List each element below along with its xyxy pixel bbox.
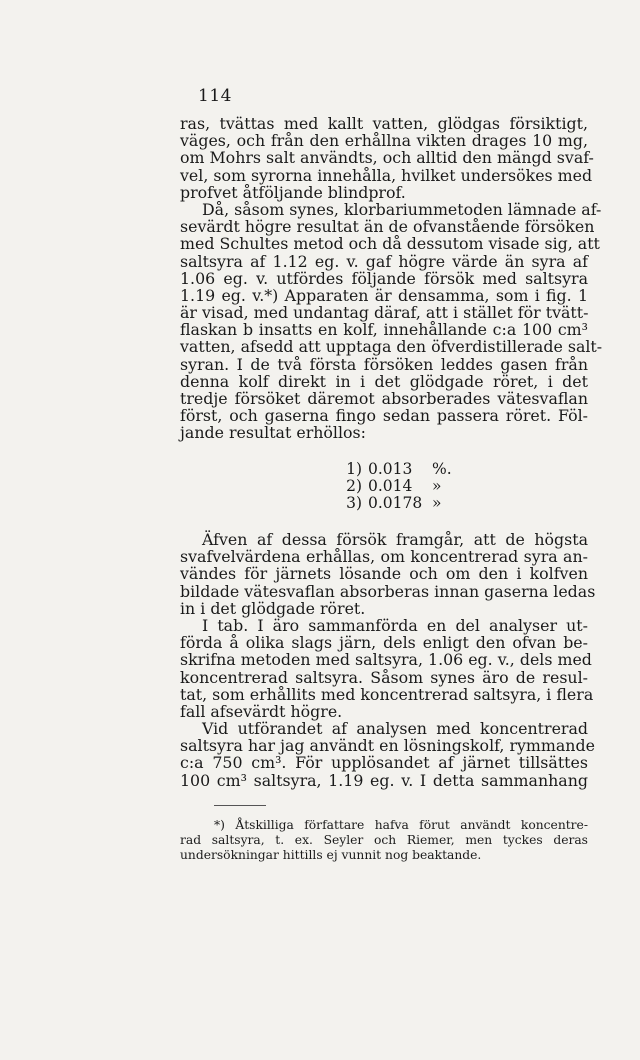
footnote-line: rad saltsyra, t. ex. Seyler och Riemer, men tyckes deras xyxy=(180,833,588,847)
result-unit: » xyxy=(432,494,442,512)
result-value: 0.014 xyxy=(368,477,413,495)
text-line: koncentrerad saltsyra. Såsom synes äro de resul- xyxy=(180,667,588,687)
text-line: bildade vätesvaflan absorberas innan gaserna ledas xyxy=(180,581,596,601)
result-unit: %. xyxy=(432,460,452,478)
text-line: är visad, med undantag däraf, att i stället för tvätt- xyxy=(180,303,589,323)
footnote-line: undersökningar hittills ej vunnit nog beaktande. xyxy=(180,848,482,862)
results-list xyxy=(332,461,492,512)
footnote xyxy=(180,818,588,863)
text-line: vatten, afsedd att upptaga den öfverdistillerade salt- xyxy=(180,337,603,357)
text-line: c:a 750 cm³. För upplösandet af järnet tillsättes xyxy=(180,753,588,773)
text-line: förda å olika slags järn, dels enligt den ofvan be- xyxy=(180,633,588,653)
result-label: 3) xyxy=(346,494,362,512)
result-label: 2) xyxy=(346,477,362,495)
result-row xyxy=(332,495,492,512)
text-line: väges, och från den erhållna vikten drages 10 mg, xyxy=(180,131,588,151)
text-line: svafvelvärdena erhållas, om koncentrerad syra an- xyxy=(180,547,588,567)
text-line: vändes för järnets lösande och om den i kolfven xyxy=(180,564,588,584)
text-line: först, och gaserna fingo sedan passera röret. Föl- xyxy=(180,406,588,426)
text-line: vel, som syrorna innehålla, hvilket undersökes med xyxy=(180,165,593,185)
footnote-divider xyxy=(214,805,266,806)
text-line: I tab. I äro sammanförda en del analyser ut- xyxy=(202,615,588,635)
text-line: sevärdt högre resultat än de ofvanstående försöken xyxy=(180,217,595,237)
result-unit: » xyxy=(432,477,442,495)
paragraph-1 xyxy=(180,114,594,202)
result-row xyxy=(332,478,492,495)
result-value: 0.0178 xyxy=(368,494,423,512)
text-line: ras, tvättas med kallt vatten, glödgas försiktigt, xyxy=(180,114,588,133)
paragraph-4 xyxy=(180,615,594,721)
paragraph-5 xyxy=(180,719,595,790)
text-line: med Schultes metod och då dessutom visade sig, att xyxy=(180,234,600,254)
main-text-upper xyxy=(180,114,603,443)
paragraph-3 xyxy=(180,530,596,618)
text-line: flaskan b insatts en kolf, innehållande c:a 100 cm³ xyxy=(180,320,588,340)
result-value: 0.013 xyxy=(368,460,413,478)
text-line: jande resultat erhöllos: xyxy=(180,423,366,443)
text-line: skrifna metoden med saltsyra, 1.06 eg. v., dels med xyxy=(180,650,592,670)
text-line: in i det glödgade röret. xyxy=(180,598,366,618)
text-line: tredje försöket däremot absorberades vätesvaflan xyxy=(180,389,588,408)
text-line: syran. I de två första försöken leddes gasen från xyxy=(180,354,588,374)
text-line: profvet åtföljande blindprof. xyxy=(180,182,406,202)
text-line: 1.06 eg. v. utfördes följande försök med saltsyra xyxy=(180,268,588,288)
footnote-line: *) Åtskilliga författare hafva förut användt koncentre- xyxy=(214,818,588,832)
main-text-lower xyxy=(180,530,596,790)
text-line: saltsyra af 1.12 eg. v. gaf högre värde än syra af xyxy=(180,251,588,271)
text-line: om Mohrs salt användts, och alltid den mängd svaf- xyxy=(180,148,594,168)
text-line: fall afsevärdt högre. xyxy=(180,701,343,721)
page-number: 114 xyxy=(198,86,232,106)
text-line: 1.19 eg. v.*) Apparaten är densamma, som i fig. 1 xyxy=(180,285,588,305)
text-line: 100 cm³ saltsyra, 1.19 eg. v. I detta sammanhang xyxy=(180,770,588,790)
paragraph-2 xyxy=(180,199,603,443)
text-line: saltsyra har jag användt en lösningskolf, rymmande xyxy=(180,736,595,756)
text-line: Då, såsom synes, klorbariummetoden lämnade af- xyxy=(202,199,602,219)
text-line: Äfven af dessa försök framgår, att de högsta xyxy=(202,530,588,549)
result-row xyxy=(332,461,492,478)
text-line: tat, som erhållits med koncentrerad saltsyra, i flera xyxy=(180,684,594,704)
result-label: 1) xyxy=(346,460,362,478)
text-line: denna kolf direkt in i det glödgade röret, i det xyxy=(180,371,588,391)
text-line: Vid utförandet af analysen med koncentrerad xyxy=(202,719,588,739)
